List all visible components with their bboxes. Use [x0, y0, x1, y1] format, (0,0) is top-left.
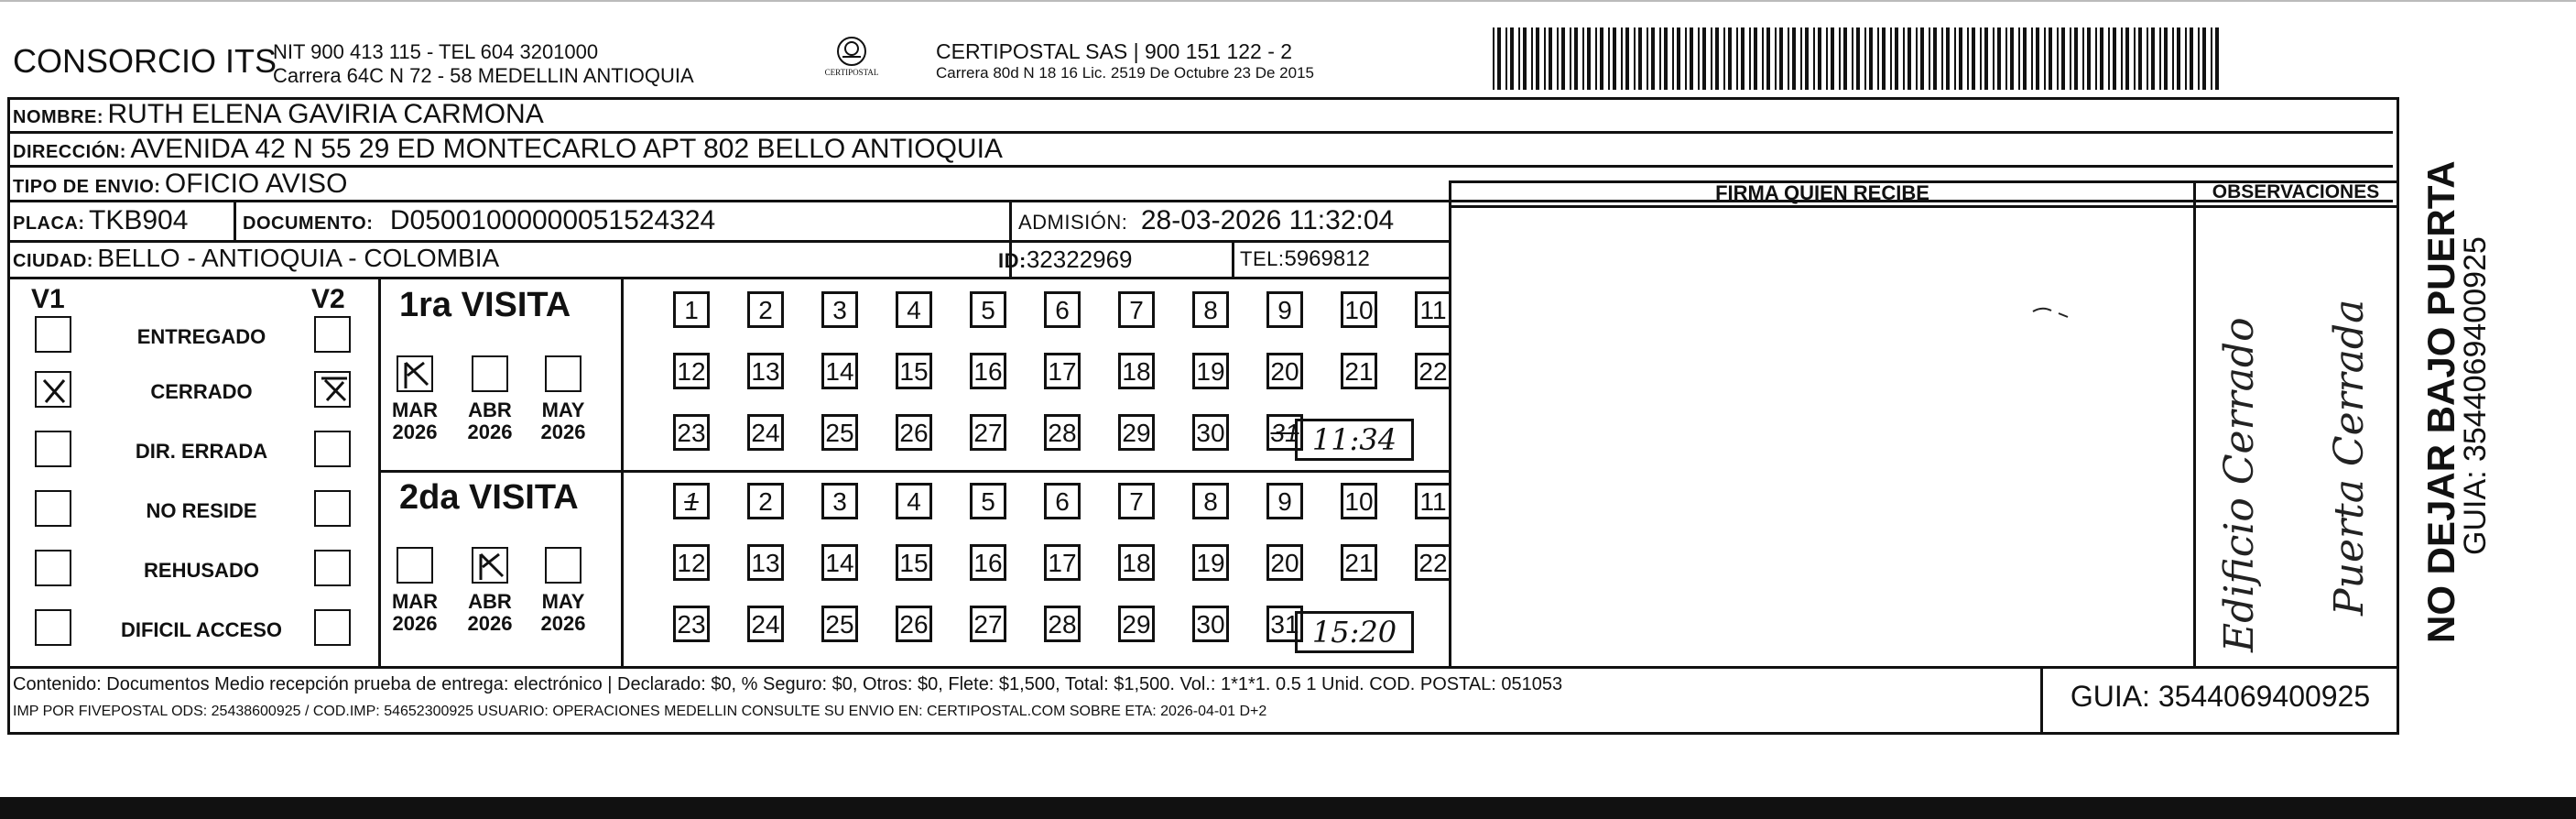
barcode-bar — [2074, 27, 2078, 90]
visit2-day-1[interactable]: 1 — [673, 483, 710, 519]
visit2-day-31[interactable]: 31 — [1266, 606, 1303, 642]
v2-checkbox-no-reside[interactable] — [314, 490, 351, 527]
visit1-day-23[interactable]: 23 — [673, 414, 710, 451]
barcode-bar — [2202, 27, 2206, 90]
v2-label: V2 — [311, 284, 345, 314]
barcode-bar — [2164, 27, 2168, 90]
visit1-day-3[interactable]: 3 — [821, 291, 858, 328]
barcode-bar — [1702, 27, 1706, 90]
nombre-value: RUTH ELENA GAVIRIA CARMONA — [107, 99, 544, 129]
visit1-day-22[interactable]: 22 — [1415, 353, 1451, 389]
documento-value: D05001000000051524324 — [389, 205, 716, 235]
barcode-bar — [1549, 27, 1552, 90]
visit1-month-checkbox-may[interactable] — [545, 355, 582, 392]
barcode-bar — [1595, 27, 1597, 90]
barcode-bar — [1741, 27, 1745, 90]
footer-contenido: Contenido: Documentos Medio recepción prueba de entrega: electrónico | Declarado: $0, % Seguro: $0, Otros: $0, Flete: $1,500, Total: $1,500. Vol.: 1*1*1. 0.5 1 Unid. COD. POSTAL: 051053 — [13, 674, 1563, 694]
barcode-bar — [1972, 27, 1975, 90]
visit1-day-28[interactable]: 28 — [1044, 414, 1081, 451]
barcode-bar — [2138, 27, 2142, 90]
visit2-day-29[interactable]: 29 — [1118, 606, 1155, 642]
barcode-bar — [1984, 27, 1988, 90]
barcode-bar — [1493, 27, 1495, 90]
barcode-bar — [1967, 27, 1969, 90]
visit2-day-12[interactable]: 12 — [673, 544, 710, 581]
v1-checkbox-no-reside[interactable] — [35, 490, 71, 527]
barcode-bar — [1685, 27, 1687, 90]
visit1-day-5[interactable]: 5 — [970, 291, 1006, 328]
barcode-bar — [1813, 27, 1815, 90]
barcode-bar — [1728, 27, 1732, 90]
barcode-bar — [1941, 27, 1943, 90]
barcode-bar — [1895, 27, 1898, 90]
visit1-day-4[interactable]: 4 — [896, 291, 932, 328]
tipo-value: OFICIO AVISO — [164, 169, 348, 199]
col-divider — [1232, 240, 1234, 277]
visit2-day-27[interactable]: 27 — [970, 606, 1006, 642]
certipostal-address: Carrera 80d N 18 16 Lic. 2519 De Octubre 23 De 2015 — [936, 64, 1314, 82]
visit2-day-7[interactable]: 7 — [1118, 483, 1155, 519]
col-divider — [2040, 666, 2043, 735]
visit1-month-checkbox-abr[interactable] — [472, 355, 508, 392]
barcode-bar — [1715, 27, 1719, 90]
visit2-month-label — [536, 591, 591, 635]
direccion-row — [13, 134, 1003, 165]
barcode-bar — [2172, 27, 2174, 90]
barcode-bar — [2082, 27, 2084, 90]
month-name: ABR — [468, 590, 512, 613]
visit1-day-10[interactable]: 10 — [1341, 291, 1377, 328]
nombre-row — [13, 99, 544, 130]
col-divider — [234, 200, 236, 240]
barcode-bar — [1749, 27, 1751, 90]
visit1-day-25[interactable]: 25 — [821, 414, 858, 451]
visit2-day-28[interactable]: 28 — [1044, 606, 1081, 642]
barcode-bar — [1916, 27, 1918, 90]
visit2-month-checkbox-abr[interactable] — [472, 547, 508, 584]
barcode-bar — [2010, 27, 2014, 90]
visit1-day-2[interactable]: 2 — [747, 291, 784, 328]
month-name: ABR — [468, 399, 512, 421]
documento-label: DOCUMENTO: — [243, 213, 374, 234]
id-value: 32322969 — [1026, 246, 1133, 273]
barcode-bar — [1843, 27, 1847, 90]
v1-label: V1 — [31, 284, 65, 314]
no-dejar-bajo-puerta: NO DEJAR BAJO PUERTA — [2419, 160, 2462, 643]
row-divider — [1449, 205, 2397, 208]
documento-cell — [243, 205, 715, 236]
visit2-title: 2da VISITA — [399, 478, 579, 517]
barcode-bar — [1638, 27, 1642, 90]
month-year: 2026 — [467, 420, 513, 443]
month-year: 2026 — [467, 612, 513, 635]
v1-checkbox-rehusado[interactable] — [35, 550, 71, 586]
visit1-time: 11:34 — [1295, 419, 1414, 461]
barcode-bar — [1997, 27, 2001, 90]
month-year: 2026 — [392, 420, 438, 443]
visit2-day-24[interactable]: 24 — [747, 606, 784, 642]
admision-cell — [1018, 205, 1394, 236]
visit2-day-8[interactable]: 8 — [1192, 483, 1229, 519]
visit2-day-13[interactable]: 13 — [747, 544, 784, 581]
status-reason-label: ENTREGADO — [136, 325, 266, 348]
visit1-day-9[interactable]: 9 — [1266, 291, 1303, 328]
barcode-bar — [1908, 27, 1911, 90]
company-name: CONSORCIO ITS — [13, 42, 277, 80]
barcode-bar — [1664, 27, 1668, 90]
visit2-day-25[interactable]: 25 — [821, 606, 858, 642]
barcode-bar — [2151, 27, 2155, 90]
visit2-day-22[interactable]: 22 — [1415, 544, 1451, 581]
placa-value: TKB904 — [89, 205, 189, 235]
scan-top-edge — [0, 0, 2576, 2]
visit1-day-17[interactable]: 17 — [1044, 353, 1081, 389]
barcode-bar — [2125, 27, 2129, 90]
tel-value: 5969812 — [1284, 246, 1370, 271]
barcode-bar — [1805, 27, 1809, 90]
visit1-month-label — [536, 399, 591, 443]
footer-guia: GUIA: 3544069400925 — [2070, 680, 2371, 713]
visit1-day-12[interactable]: 12 — [673, 353, 710, 389]
barcode-bar — [1766, 27, 1770, 90]
v1-checkbox-dificil-acceso[interactable] — [35, 609, 71, 646]
barcode-bar — [1980, 27, 1982, 90]
barcode-bar — [1600, 27, 1603, 90]
barcode-bar — [1698, 27, 1700, 90]
barcode-bar — [1523, 27, 1527, 90]
certipostal-name: CERTIPOSTAL SAS | 900 151 122 - 2 — [936, 39, 1293, 63]
v1-checkbox-dir-errada[interactable] — [35, 431, 71, 467]
barcode-bar — [2049, 27, 2052, 90]
tel-label: TEL: — [1240, 247, 1285, 270]
visit2-day-3[interactable]: 3 — [821, 483, 858, 519]
side-guia: GUIA: 3544069400925 — [2458, 236, 2493, 555]
visit1-day-31[interactable]: 31 — [1266, 414, 1303, 451]
visit1-month-checkbox-mar[interactable] — [397, 355, 433, 392]
barcode-bar — [1711, 27, 1712, 90]
visit2-day-4[interactable]: 4 — [896, 483, 932, 519]
visit1-day-20[interactable]: 20 — [1266, 353, 1303, 389]
visit2-day-19[interactable]: 19 — [1192, 544, 1229, 581]
visit1-day-27[interactable]: 27 — [970, 414, 1006, 451]
col-divider — [2193, 180, 2196, 666]
ciudad-cell — [13, 244, 499, 273]
month-year: 2026 — [540, 420, 586, 443]
tipo-row — [13, 169, 347, 200]
v1-checkbox-cerrado[interactable] — [35, 371, 71, 408]
visit2-day-14[interactable]: 14 — [821, 544, 858, 581]
month-name: MAR — [391, 399, 439, 421]
barcode-bar — [1754, 27, 1757, 90]
barcode-bar — [1818, 27, 1821, 90]
visit1-day-18[interactable]: 18 — [1118, 353, 1155, 389]
barcode-bar — [1864, 27, 1866, 90]
ciudad-value: BELLO - ANTIOQUIA - COLOMBIA — [97, 244, 500, 272]
nombre-label: NOMBRE: — [13, 107, 104, 127]
status-reason-label: NO RESIDE — [146, 499, 257, 522]
visit1-day-13[interactable]: 13 — [747, 353, 784, 389]
month-year: 2026 — [540, 612, 586, 635]
barcode-bar — [2211, 27, 2212, 90]
signature-mark — [2031, 304, 2086, 322]
visit1-day-24[interactable]: 24 — [747, 414, 784, 451]
barcode-bar — [1762, 27, 1764, 90]
barcode-bar — [2100, 27, 2103, 90]
barcode-bar — [2036, 27, 2039, 90]
placa-label: PLACA: — [13, 213, 85, 234]
visit1-day-30[interactable]: 30 — [1192, 414, 1229, 451]
status-reason-label: CERRADO — [150, 380, 253, 403]
barcode-bar — [2159, 27, 2161, 90]
ciudad-label: CIUDAD: — [13, 251, 93, 271]
visit2-month-label — [462, 591, 517, 635]
barcode-bar — [1677, 27, 1680, 90]
row-divider — [7, 165, 2393, 168]
barcode-bar — [1831, 27, 1834, 90]
visit2-time: 15:20 — [1295, 611, 1414, 653]
barcode-bar — [2044, 27, 2046, 90]
barcode-bar — [1775, 27, 1777, 90]
visit1-day-1[interactable]: 1 — [673, 291, 710, 328]
barcode-bar — [1792, 27, 1796, 90]
barcode-bar — [1561, 27, 1565, 90]
company-nit-tel: NIT 900 413 115 - TEL 604 3201000 — [273, 40, 599, 63]
barcode-bar — [1625, 27, 1629, 90]
barcode-bar — [2113, 27, 2116, 90]
barcode-bar — [2185, 27, 2187, 90]
visit1-day-6[interactable]: 6 — [1044, 291, 1081, 328]
barcode-bar — [1736, 27, 1738, 90]
visit2-day-10[interactable]: 10 — [1341, 483, 1377, 519]
visit1-day-8[interactable]: 8 — [1192, 291, 1229, 328]
barcode-bar — [2134, 27, 2136, 90]
observacion-handwritten-1: Edificio Cerrado — [2216, 317, 2263, 652]
visit2-day-30[interactable]: 30 — [1192, 606, 1229, 642]
barcode-bar — [1882, 27, 1886, 90]
observaciones-header: OBSERVACIONES — [2212, 181, 2380, 202]
visit1-day-26[interactable]: 26 — [896, 414, 932, 451]
visit1-month-label — [462, 399, 517, 443]
barcode-bar — [2177, 27, 2180, 90]
month-name: MAY — [541, 590, 585, 613]
certipostal-logo-text: CERTIPOSTAL — [824, 68, 879, 77]
barcode-bar — [1659, 27, 1661, 90]
row-divider — [7, 277, 1450, 279]
barcode-bar — [2121, 27, 2123, 90]
col-divider — [1449, 180, 1451, 666]
visit1-month-label — [387, 399, 442, 443]
tipo-label: TIPO DE ENVIO: — [13, 177, 161, 197]
barcode-bar — [1839, 27, 1841, 90]
barcode-bar — [1779, 27, 1783, 90]
barcode-bar — [1582, 27, 1584, 90]
certipostal-logo — [815, 33, 888, 81]
scan-bottom-edge — [0, 797, 2576, 819]
visit2-month-label — [387, 591, 442, 635]
barcode-bar — [2005, 27, 2007, 90]
barcode-bar — [1826, 27, 1828, 90]
id-cell — [998, 246, 1133, 274]
barcode-bar — [1903, 27, 1905, 90]
barcode-bar — [2087, 27, 2091, 90]
barcode-bar — [2061, 27, 2065, 90]
barcode-bar — [1651, 27, 1655, 90]
barcode-bar — [2023, 27, 2027, 90]
visit2-day-11[interactable]: 11 — [1415, 483, 1451, 519]
barcode-bar — [1959, 27, 1962, 90]
barcode-bar — [2147, 27, 2148, 90]
barcode-bar — [1647, 27, 1648, 90]
company-address: Carrera 64C N 72 - 58 MEDELLIN ANTIOQUIA — [273, 64, 694, 87]
month-name: MAR — [391, 590, 439, 613]
barcode-bar — [1954, 27, 1956, 90]
v2-checkbox-dir-errada[interactable] — [314, 431, 351, 467]
visit2-day-6[interactable]: 6 — [1044, 483, 1081, 519]
barcode-bar — [1723, 27, 1725, 90]
visit2-day-2[interactable]: 2 — [747, 483, 784, 519]
barcode-bar — [1518, 27, 1520, 90]
barcode-bar — [1544, 27, 1546, 90]
barcode-bar — [2057, 27, 2059, 90]
barcode-bar — [1788, 27, 1789, 90]
barcode-bar — [1690, 27, 1693, 90]
barcode-bar — [1570, 27, 1571, 90]
direccion-label: DIRECCIÓN: — [13, 142, 126, 162]
v2-checkbox-entregado[interactable] — [314, 316, 351, 353]
barcode-bar — [1531, 27, 1533, 90]
visit1-day-19[interactable]: 19 — [1192, 353, 1229, 389]
id-label: ID: — [998, 249, 1027, 272]
admision-value: 28-03-2026 11:32:04 — [1140, 205, 1395, 235]
v2-checkbox-dificil-acceso[interactable] — [314, 609, 351, 646]
visit2-month-checkbox-mar[interactable] — [397, 547, 433, 584]
barcode-bar — [1929, 27, 1930, 90]
barcode-bar — [1920, 27, 1924, 90]
barcode-bar — [1800, 27, 1802, 90]
direccion-value: AVENIDA 42 N 55 29 ED MONTECARLO APT 802 BELLO ANTIOQUIA — [130, 134, 1003, 164]
visit1-day-16[interactable]: 16 — [970, 353, 1006, 389]
barcode-bar — [1672, 27, 1674, 90]
barcode-bar — [2190, 27, 2193, 90]
visit2-month-checkbox-may[interactable] — [545, 547, 582, 584]
barcode-bar — [1946, 27, 1950, 90]
barcode-bar — [1557, 27, 1559, 90]
visit1-day-15[interactable]: 15 — [896, 353, 932, 389]
status-reason-label: DIR. ERRADA — [135, 440, 268, 463]
barcode-bar — [2108, 27, 2110, 90]
visit2-day-17[interactable]: 17 — [1044, 544, 1081, 581]
barcode-bar — [1877, 27, 1879, 90]
visit2-day-26[interactable]: 26 — [896, 606, 932, 642]
barcode-bar — [2198, 27, 2200, 90]
status-reason-label: DIFICIL ACCESO — [120, 618, 282, 641]
visit2-day-9[interactable]: 9 — [1266, 483, 1303, 519]
tel-cell — [1240, 246, 1370, 272]
barcode-bar — [1587, 27, 1591, 90]
barcode-bar — [1621, 27, 1623, 90]
barcode-graphic — [1493, 27, 2221, 90]
barcode-bar — [1574, 27, 1578, 90]
visit2-day-20[interactable]: 20 — [1266, 544, 1303, 581]
barcode-bar — [1634, 27, 1636, 90]
status-reason-label: REHUSADO — [144, 559, 259, 582]
barcode-bar — [1856, 27, 1860, 90]
visit1-day-29[interactable]: 29 — [1118, 414, 1155, 451]
barcode-bar — [1852, 27, 1853, 90]
barcode-bar — [1613, 27, 1616, 90]
barcode-bar — [1993, 27, 1994, 90]
row-divider — [378, 470, 1451, 473]
visit2-day-16[interactable]: 16 — [970, 544, 1006, 581]
barcode-bar — [2070, 27, 2071, 90]
placa-cell — [13, 205, 188, 236]
v1-checkbox-entregado[interactable] — [35, 316, 71, 353]
visit2-day-15[interactable]: 15 — [896, 544, 932, 581]
footer-imp: IMP POR FIVEPOSTAL ODS: 25438600925 / COD.IMP: 54652300925 USUARIO: OPERACIONES MEDELLIN CONSULTE SU ENVIO EN: CERTIPOSTAL.COM SOBRE ETA: 2026-04-01 D+2 — [13, 704, 1267, 719]
barcode-bar — [1505, 27, 1507, 90]
visit2-day-5[interactable]: 5 — [970, 483, 1006, 519]
visit1-day-21[interactable]: 21 — [1341, 353, 1377, 389]
barcode-bar — [2031, 27, 2033, 90]
v2-checkbox-cerrado[interactable] — [314, 371, 351, 408]
visit1-day-7[interactable]: 7 — [1118, 291, 1155, 328]
month-year: 2026 — [392, 612, 438, 635]
visit2-day-23[interactable]: 23 — [673, 606, 710, 642]
barcode-bar — [2215, 27, 2219, 90]
barcode — [1493, 27, 2221, 90]
visit1-day-11[interactable]: 11 — [1415, 291, 1451, 328]
barcode-bar — [1510, 27, 1514, 90]
barcode-bar — [1497, 27, 1501, 90]
barcode-bar — [1869, 27, 1873, 90]
v2-checkbox-rehusado[interactable] — [314, 550, 351, 586]
firma-header: FIRMA QUIEN RECIBE — [1715, 181, 1929, 204]
barcode-bar — [1933, 27, 1937, 90]
visit2-day-21[interactable]: 21 — [1341, 544, 1377, 581]
barcode-bar — [1608, 27, 1610, 90]
barcode-bar — [2018, 27, 2020, 90]
visit1-day-14[interactable]: 14 — [821, 353, 858, 389]
barcode-bar — [1890, 27, 1892, 90]
observacion-handwritten-2: Puerta Cerrada — [2326, 299, 2373, 616]
visit1-title: 1ra VISITA — [399, 286, 571, 324]
admision-label: ADMISIÓN: — [1018, 211, 1128, 234]
barcode-bar — [2095, 27, 2097, 90]
month-name: MAY — [541, 399, 585, 421]
barcode-bar — [1536, 27, 1539, 90]
visit2-day-18[interactable]: 18 — [1118, 544, 1155, 581]
